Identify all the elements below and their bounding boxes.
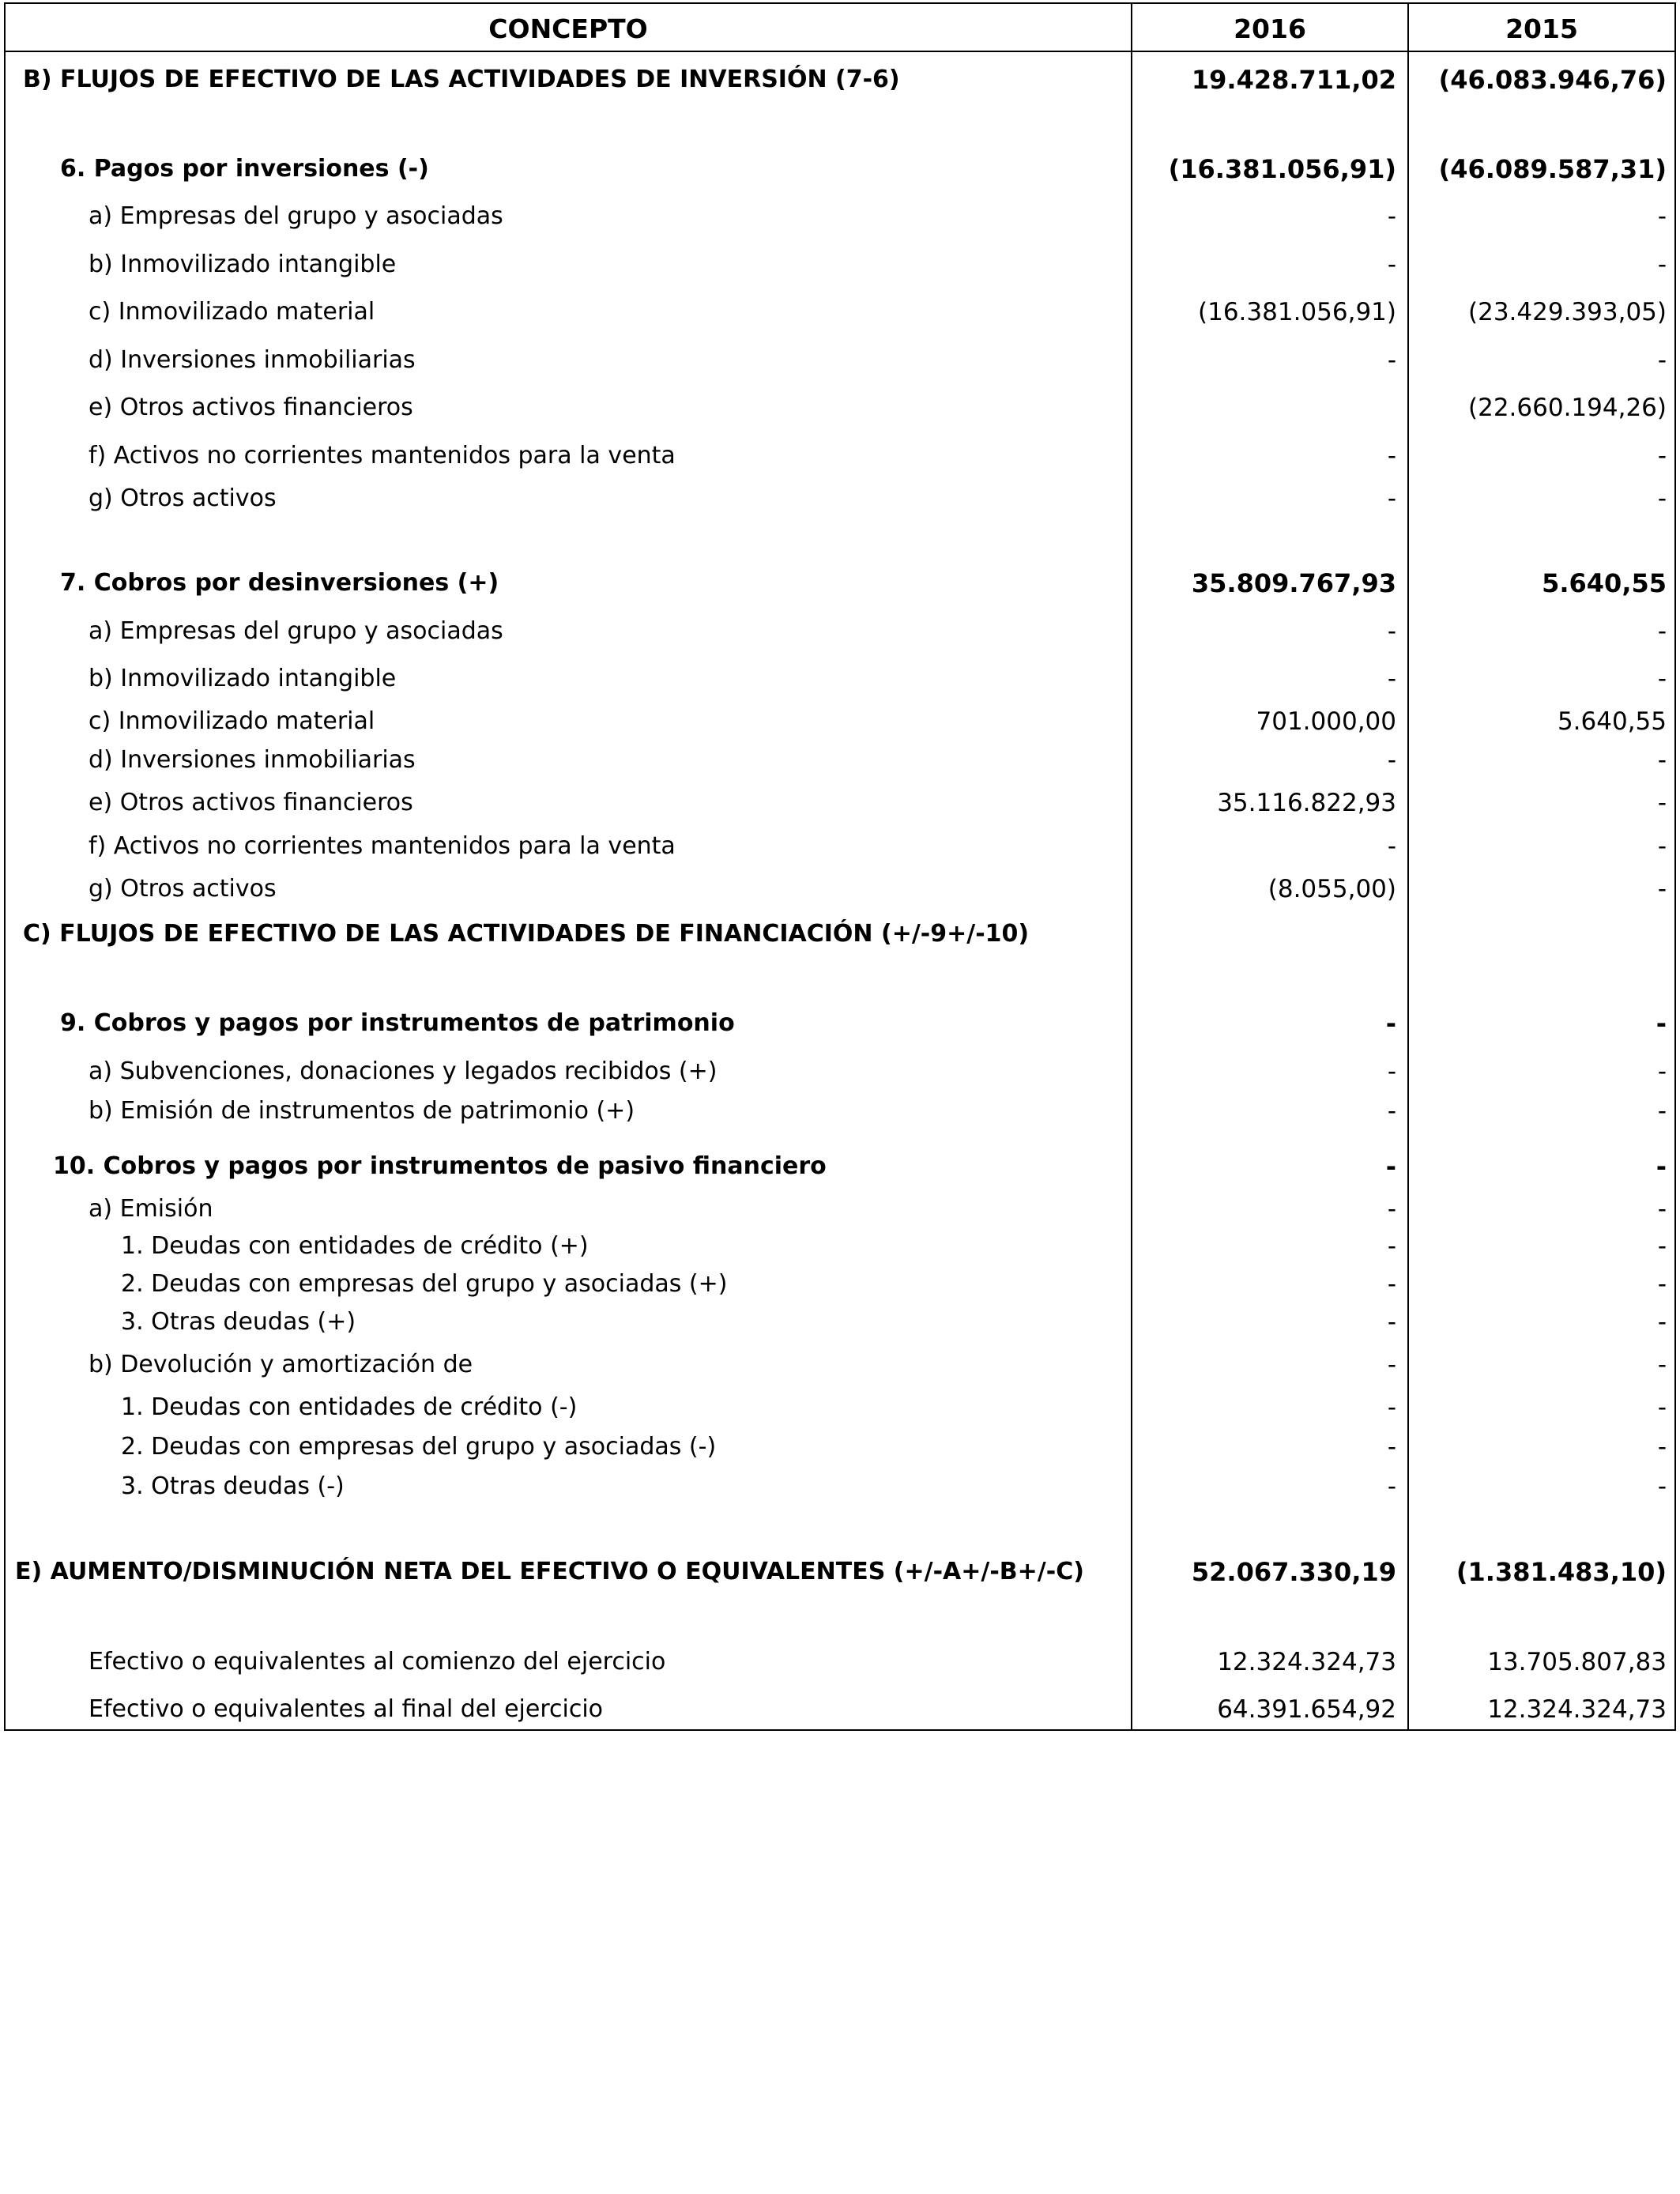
row-value-2016: - <box>1387 1097 1396 1125</box>
row-value-2016: - <box>1387 832 1396 861</box>
table-row <box>6 563 1674 604</box>
row-label: a) Subvenciones, donaciones y legados recibidos (+) <box>89 1057 718 1085</box>
row-label: Efectivo o equivalentes al comienzo del ejercicio <box>89 1648 666 1676</box>
row-value-2016: - <box>1387 1195 1396 1223</box>
table-row <box>6 340 1674 381</box>
table-row <box>6 611 1674 652</box>
row-value-2015: (46.089.587,31) <box>1438 154 1667 184</box>
row-value-2016: (16.381.056,91) <box>1168 154 1396 184</box>
row-label: 6. Pagos por inversiones (-) <box>60 155 429 183</box>
table-row <box>6 1387 1674 1428</box>
row-value-2015: - <box>1657 1097 1667 1125</box>
cash-flow-table <box>4 2 1676 1731</box>
row-value-2016: - <box>1387 1308 1396 1336</box>
table-row <box>6 478 1674 519</box>
row-value-2016: 64.391.654,92 <box>1217 1695 1396 1724</box>
row-label: C) FLUJOS DE EFECTIVO DE LAS ACTIVIDADES DE FINANCIACIÓN (+/-9+/-10) <box>23 920 1030 948</box>
row-label: b) Emisión de instrumentos de patrimonio (+) <box>89 1097 635 1125</box>
row-label: a) Empresas del grupo y asociadas <box>89 202 503 230</box>
row-label: b) Inmovilizado intangible <box>89 665 397 692</box>
row-value-2016: - <box>1387 251 1396 279</box>
row-label: e) Otros activos financieros <box>89 789 413 816</box>
table-row <box>6 914 1674 955</box>
row-value-2015: - <box>1657 875 1667 903</box>
table-row <box>6 1427 1674 1468</box>
row-label: 3. Otras deudas (-) <box>121 1472 345 1500</box>
row-value-2016: - <box>1387 1232 1396 1261</box>
table-header <box>6 4 1674 52</box>
row-value-2015: - <box>1657 202 1667 231</box>
table-row <box>6 1302 1674 1343</box>
row-value-2015: 5.640,55 <box>1557 707 1667 736</box>
row-value-2015: - <box>1657 1351 1667 1379</box>
table-row <box>6 701 1674 742</box>
row-value-2016: - <box>1387 1351 1396 1379</box>
row-value-2016: 19.428.711,02 <box>1191 65 1396 95</box>
row-value-2016: - <box>1387 665 1396 693</box>
row-value-2016: - <box>1387 617 1396 646</box>
row-value-2015: - <box>1657 442 1667 470</box>
table-row <box>6 435 1674 477</box>
row-label: d) Inversiones inmobiliarias <box>89 746 416 774</box>
row-label: E) AUMENTO/DISMINUCIÓN NETA DEL EFECTIVO O EQUIVALENTES (+/-A+/-B+/-C) <box>15 1558 1084 1585</box>
table-row <box>6 59 1674 100</box>
row-value-2016: 701.000,00 <box>1256 707 1396 736</box>
row-label: 2. Deudas con empresas del grupo y asociadas (-) <box>121 1433 717 1461</box>
row-value-2016: - <box>1387 484 1396 513</box>
table-row <box>6 244 1674 285</box>
row-value-2015: - <box>1656 1152 1667 1182</box>
row-label: 2. Deudas con empresas del grupo y asociadas (+) <box>121 1270 728 1298</box>
row-value-2015 <box>6 914 1667 955</box>
row-value-2015: - <box>1657 789 1667 817</box>
row-value-2015: - <box>1657 832 1667 861</box>
row-value-2015: 5.640,55 <box>1542 568 1667 598</box>
header-2016: 2016 <box>1234 13 1306 44</box>
table-row <box>6 782 1674 824</box>
table-row <box>6 1551 1674 1593</box>
row-label: 1. Deudas con entidades de crédito (-) <box>121 1393 578 1421</box>
table-row <box>6 1003 1674 1044</box>
row-label: b) Devolución y amortización de <box>89 1351 473 1378</box>
table-row <box>6 1466 1674 1507</box>
table-row <box>6 658 1674 699</box>
table-row <box>6 1146 1674 1187</box>
row-label: e) Otros activos financieros <box>89 394 413 421</box>
row-value-2016: - <box>1387 1057 1396 1086</box>
row-value-2015: - <box>1657 1308 1667 1336</box>
table-row <box>6 869 1674 910</box>
row-value-2015: (46.083.946,76) <box>1438 65 1667 95</box>
header-2015: 2015 <box>1505 13 1578 44</box>
row-value-2016: - <box>1387 346 1396 375</box>
row-value-2016: 52.067.330,19 <box>1191 1557 1396 1587</box>
row-value-2016: - <box>1387 1393 1396 1422</box>
row-label: g) Otros activos <box>89 484 277 512</box>
row-label: 3. Otras deudas (+) <box>121 1308 356 1336</box>
table-row <box>6 1642 1674 1683</box>
row-value-2015: - <box>1657 746 1667 775</box>
row-label: f) Activos no corrientes mantenidos para la venta <box>89 832 676 860</box>
row-label: c) Inmovilizado material <box>89 298 375 326</box>
row-label: 1. Deudas con entidades de crédito (+) <box>121 1232 589 1260</box>
row-label: f) Activos no corrientes mantenidos para la venta <box>89 442 676 469</box>
row-value-2015: - <box>1657 1270 1667 1299</box>
row-label: 10. Cobros y pagos por instrumentos de pasivo financiero <box>53 1152 827 1180</box>
table-row <box>6 292 1674 333</box>
row-label: d) Inversiones inmobiliarias <box>89 346 416 374</box>
row-value-2015: - <box>1657 1232 1667 1261</box>
table-row <box>6 1264 1674 1305</box>
row-value-2015: - <box>1657 1393 1667 1422</box>
row-value-2015: - <box>1657 484 1667 513</box>
table-row <box>6 1091 1674 1132</box>
row-value-2015: - <box>1657 617 1667 646</box>
row-label: g) Otros activos <box>89 875 277 903</box>
row-value-2016: - <box>1385 1152 1396 1182</box>
table-row <box>6 740 1674 781</box>
row-value-2016: (8.055,00) <box>1268 875 1396 903</box>
table-row <box>6 149 1674 190</box>
row-label: Efectivo o equivalentes al final del ejercicio <box>89 1695 604 1723</box>
row-value-2016: - <box>1387 1270 1396 1299</box>
row-label: a) Emisión <box>89 1195 213 1223</box>
row-value-2016: - <box>1387 202 1396 231</box>
row-value-2015: - <box>1657 1433 1667 1461</box>
row-value-2016: - <box>1387 746 1396 775</box>
row-value-2016: 35.116.822,93 <box>1217 789 1396 817</box>
table-row <box>6 826 1674 867</box>
row-value-2015: - <box>1657 1195 1667 1223</box>
row-label: b) Inmovilizado intangible <box>89 251 397 278</box>
table-row <box>6 1051 1674 1092</box>
row-label: 9. Cobros y pagos por instrumentos de patrimonio <box>60 1009 735 1037</box>
row-value-2016: - <box>1387 1433 1396 1461</box>
row-value-2016: 35.809.767,93 <box>1191 568 1396 598</box>
table-row <box>6 1689 1674 1730</box>
row-value-2015: - <box>1657 1472 1667 1501</box>
row-value-2016: (16.381.056,91) <box>1198 298 1396 326</box>
table-row <box>6 196 1674 237</box>
row-value-2015: (22.660.194,26) <box>1468 394 1667 422</box>
table-row <box>6 1189 1674 1230</box>
row-value-2016: - <box>1385 1008 1396 1039</box>
row-label: c) Inmovilizado material <box>89 707 375 735</box>
row-value-2015: - <box>1657 665 1667 693</box>
row-value-2015: - <box>1657 346 1667 375</box>
row-value-2016: 12.324.324,73 <box>1217 1648 1396 1676</box>
row-label: B) FLUJOS DE EFECTIVO DE LAS ACTIVIDADES DE INVERSIÓN (7-6) <box>23 66 900 93</box>
table-row <box>6 1226 1674 1267</box>
row-value-2015: (23.429.393,05) <box>1468 298 1667 326</box>
row-value-2015: 13.705.807,83 <box>1487 1648 1667 1676</box>
row-value-2015: - <box>1656 1008 1667 1039</box>
row-value-2016: - <box>1387 1472 1396 1501</box>
row-value-2015: - <box>1657 251 1667 279</box>
row-value-2015: 12.324.324,73 <box>1487 1695 1667 1724</box>
table-row <box>6 1344 1674 1385</box>
row-value-2015: (1.381.483,10) <box>1456 1557 1667 1587</box>
table-row <box>6 387 1674 428</box>
row-value-2016: - <box>1387 442 1396 470</box>
row-label: 7. Cobros por desinversiones (+) <box>60 569 499 597</box>
header-concepto: CONCEPTO <box>488 13 648 44</box>
row-label: a) Empresas del grupo y asociadas <box>89 617 503 645</box>
row-value-2015: - <box>1657 1057 1667 1086</box>
